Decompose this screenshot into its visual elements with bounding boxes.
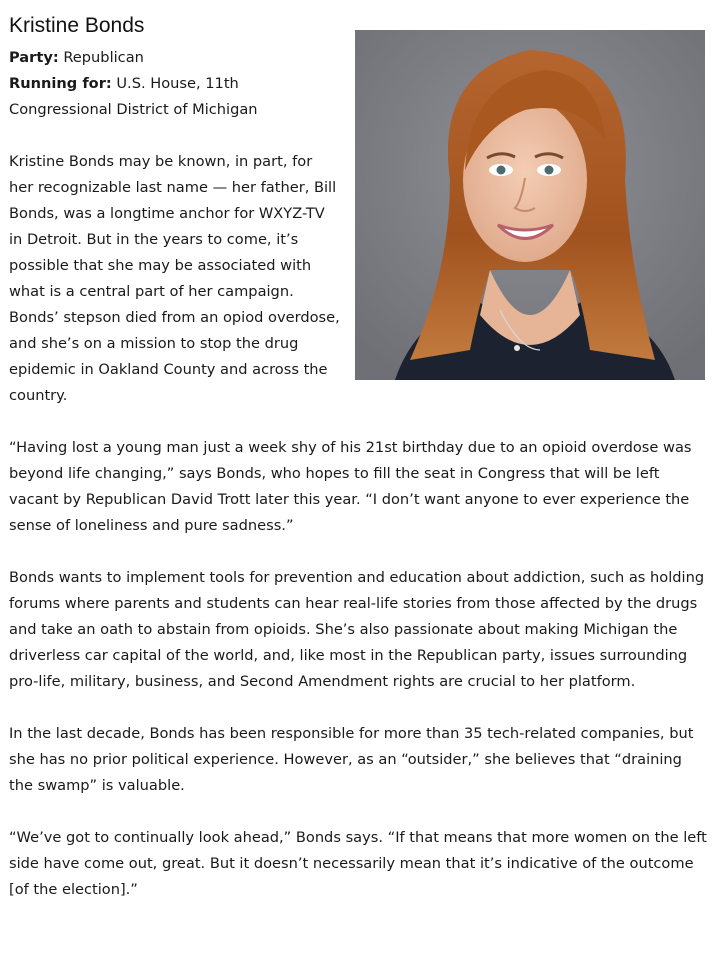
paragraph-1: Kristine Bonds may be known, in part, for her recognizable last name — her father, Bill Bonds, was a longtime anchor for WXYZ-TV in Detroit. But in the years to come, it’s possible that she may be associated with what is a central part of her campaign. Bonds’ stepson died from an opiod overdose, and she’s on a mission to stop the drug epidemic in Oakland County and across the country. <box>9 153 340 404</box>
running-label: Running for: <box>9 75 112 92</box>
paragraph-4: In the last decade, Bonds has been responsible for more than 35 tech-related companies, but she has no prior political experience. However, as an “outsider,” she believes that “draining the swamp” is valuable. <box>9 725 694 794</box>
party-value: Republican <box>63 49 144 66</box>
running-value: U.S. House, 11th Congressional District of Michigan <box>9 75 258 118</box>
page-title: Kristine Bonds <box>9 14 145 37</box>
candidate-photo <box>355 30 705 380</box>
paragraph-2: “Having lost a young man just a week shy of his 21st birthday due to an opioid overdose was beyond life changing,” says Bonds, who hopes to fill the seat in Congress that will be left vacant by Republican David Trott later this year. “I don’t want anyone to ever experience the sense of loneliness and pure sadness.” <box>9 439 692 534</box>
running-line <box>9 71 309 123</box>
portrait-illustration <box>355 30 705 380</box>
paragraph-3: Bonds wants to implement tools for prevention and education about addiction, such as holding forums where parents and students can hear real-life stories from those affected by the drugs and take an oath to abstain from opioids. She’s also passionate about making Michigan the driverless car capital of the world, and, like most in the Republican party, issues surrounding pro-life, military, business, and Second Amendment rights are crucial to her platform. <box>9 569 705 690</box>
paragraph-5: “We’ve got to continually look ahead,” Bonds says. “If that means that more women on the left side have come out, great. But it doesn’t necessarily mean that it’s indicative of the outcome [of the election].” <box>9 829 707 898</box>
party-label: Party: <box>9 49 59 66</box>
article <box>9 0 709 929</box>
